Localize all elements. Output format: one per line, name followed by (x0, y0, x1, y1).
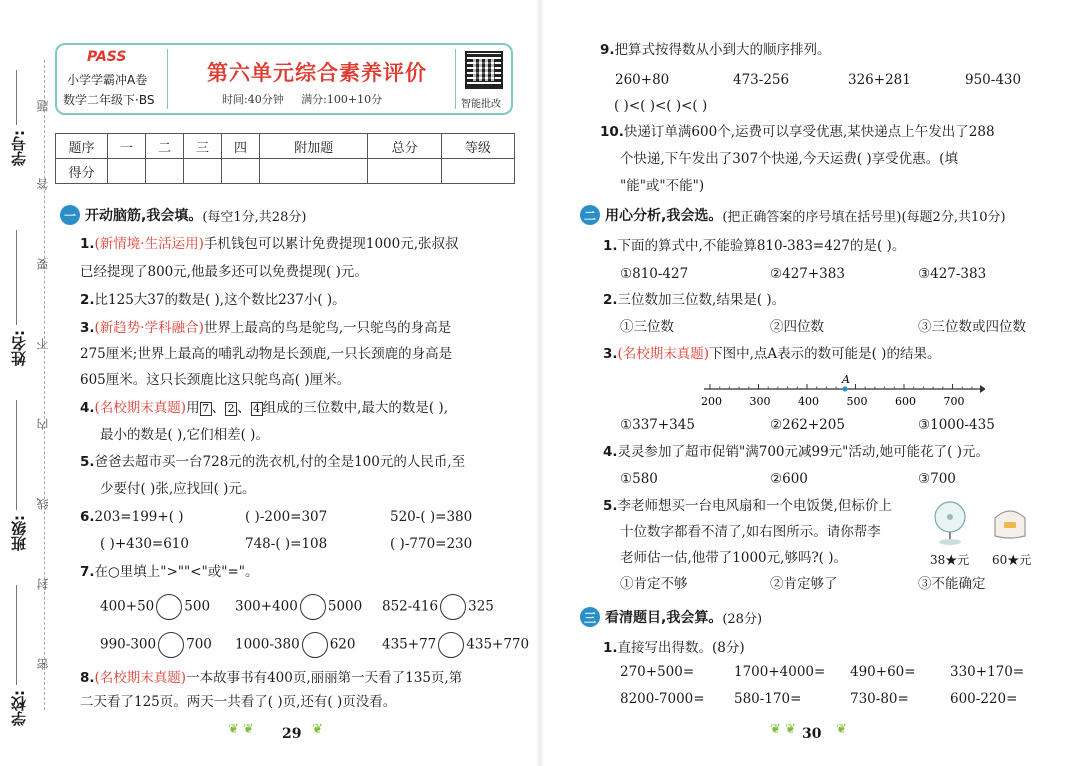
point-a-marker (843, 387, 848, 392)
full-score: 满分:100+10分 (301, 93, 383, 106)
expression: 435+770 (466, 636, 530, 653)
class-line (16, 400, 17, 510)
class-label: 班级: (10, 515, 28, 551)
mc-question-2 (603, 290, 785, 310)
option[interactable]: ②四位数 (770, 319, 824, 335)
question-tag: (名校期末真题) (94, 400, 187, 416)
question-text: 快递订单满600个,运费可以享受优惠,某快递点上午发出了288 (623, 124, 995, 140)
number-line-arrow (980, 385, 985, 393)
compare-item (235, 632, 355, 658)
compare-item (100, 632, 212, 658)
question-text: 用 (186, 400, 200, 416)
number-line-tick-label: 300 (749, 395, 771, 408)
question-text: 李老师想买一台电风扇和一个电饭煲,但标价上 (617, 498, 892, 514)
score-cell[interactable] (368, 159, 441, 184)
compare-item (100, 594, 210, 620)
question-number: 1. (603, 238, 618, 254)
expression: 5000 (327, 598, 363, 615)
question-text: 下面的算式中,不能验算810-383=427的是( )。 (617, 238, 906, 254)
cut-mark: 密 (36, 658, 50, 670)
mc-question-3 (603, 344, 940, 364)
option[interactable]: ③1000-435 (918, 417, 995, 433)
expression: 435+77 (382, 636, 437, 653)
option[interactable]: ③不能确定 (918, 576, 986, 592)
compare-circle[interactable] (438, 632, 464, 658)
table-cell: 附加题 (260, 134, 368, 159)
question-tag: (名校期末真题) (617, 346, 710, 362)
table-row (56, 159, 515, 184)
question-text: 把算式按得数从小到大的顺序排列。 (614, 42, 831, 58)
question-text: 最小的数是( ),它们相差( )。 (100, 427, 269, 443)
option[interactable]: ②600 (770, 471, 808, 487)
grade-label: 数学二年级下·BS (63, 93, 155, 107)
sprout-icon: ❦ (836, 722, 847, 737)
question-text: 在○里填上">""<"或"="。 (94, 564, 259, 580)
question-number: 2. (603, 292, 618, 308)
equation: 748-( )=108 (245, 536, 328, 552)
cut-mark: 线 (36, 498, 50, 510)
question-text: 605厘米。这只长颈鹿比这只鸵鸟高( )厘米。 (80, 372, 351, 388)
expression: 300+400 (235, 598, 298, 615)
digit-card: 7 (200, 402, 212, 416)
score-cell[interactable] (260, 159, 368, 184)
table-cell: 总分 (368, 134, 441, 159)
sprout-icon: ❦ (312, 722, 323, 737)
expression: 326+281 (848, 72, 911, 88)
equation: ( )-200=307 (245, 509, 328, 525)
cut-mark: 题 (36, 100, 50, 112)
compare-circle[interactable] (440, 594, 466, 620)
option[interactable]: ①580 (620, 471, 658, 487)
question-text: 世界上最高的鸟是鸵鸟,一只鸵鸟的身高是 (203, 320, 452, 336)
question-text: 三位数加三位数,结果是( )。 (617, 292, 786, 308)
question-text: 灵灵参加了超市促销"满700元减99元"活动,她可能花了( )元。 (617, 444, 990, 460)
expression: 500 (184, 598, 211, 615)
score-table (55, 133, 515, 184)
question-number: 3. (80, 320, 95, 336)
table-cell: 四 (222, 134, 260, 159)
calc-question-1 (603, 638, 745, 658)
section-note: (28分) (722, 611, 763, 627)
section-title: 开动脑筋,我会填。 (85, 208, 203, 224)
question-4: 4.(名校期末真题)用 7 、 2 、 4 组成的三位数中,最大的数是( ), (80, 400, 448, 416)
page-number: 30 (802, 726, 822, 742)
question-text: 二天看了125页。两天一共看了( )页,还有( )页没看。 (80, 694, 397, 710)
calc-item[interactable]: 490+60= (850, 664, 916, 680)
school-label: 学校: (10, 690, 28, 726)
cut-mark: 要 (36, 258, 50, 270)
compare-circle[interactable] (300, 594, 326, 620)
number-line-tick-label: 600 (895, 395, 916, 408)
score-cell[interactable] (441, 159, 514, 184)
question-tag: (新趋势·学科融合) (94, 320, 204, 336)
exam-title: 第六单元综合素养评价 (207, 61, 427, 85)
cut-mark: 答 (36, 178, 50, 190)
question-text: 275厘米;世界上最高的哺乳动物是长颈鹿,一只长颈鹿的身高是 (80, 346, 453, 362)
option[interactable]: ②427+383 (770, 266, 845, 282)
question-text: 已经提现了800元,他最多还可以免费提现( )元。 (80, 264, 368, 280)
calc-item[interactable]: 730-80= (850, 691, 909, 707)
number-line (700, 372, 985, 412)
equation: ( )-770=230 (390, 536, 473, 552)
school-line (16, 585, 17, 685)
expression: 260+80 (615, 72, 670, 88)
mc-question-1 (603, 236, 905, 256)
question-6 (80, 507, 184, 527)
question-number: 10. (600, 124, 624, 140)
question-text: 手机钱包可以累计免费提现1000元,张叔叔 (203, 236, 459, 252)
question-text: 一本故事书有400页,丽丽第一天看了135页,第 (186, 670, 463, 686)
score-cell[interactable] (184, 159, 222, 184)
number-line-tick-label: 200 (701, 395, 722, 408)
ordering-blanks[interactable]: ( )<( )<( )<( ) (614, 98, 708, 114)
cut-line (44, 60, 45, 710)
name-line (16, 230, 17, 325)
question-text: "能"或"不能") (620, 178, 705, 194)
expression: 325 (468, 598, 494, 615)
number-line-ticks (701, 384, 972, 408)
exam-meta (222, 91, 382, 107)
option[interactable]: ①三位数 (620, 319, 674, 335)
question-5 (80, 452, 465, 472)
question-number: 9. (600, 42, 615, 58)
score-cell[interactable] (222, 159, 260, 184)
mc-question-4 (603, 442, 989, 462)
question-10 (600, 122, 995, 142)
equation: 520-( )=380 (390, 509, 473, 525)
expression: 1000-380 (235, 636, 300, 653)
digit-card: 2 (225, 402, 237, 416)
option[interactable]: ②262+205 (770, 417, 845, 433)
question-number: 4. (80, 400, 95, 416)
section-3-heading (580, 607, 762, 627)
equation: 203=199+( ) (94, 509, 184, 525)
student-no-line (16, 70, 17, 125)
equation: ( )+430=610 (100, 536, 189, 552)
cut-mark: 内 (36, 418, 50, 430)
table-cell: 得分 (56, 159, 108, 184)
sprout-icon: ❦ ❦ (228, 722, 254, 737)
question-text: 老师估一估,他带了1000元,够吗?( )。 (620, 550, 848, 566)
calc-item[interactable]: 600-220= (950, 691, 1018, 707)
option[interactable]: ③427-383 (918, 266, 987, 282)
expression: 400+50 (100, 598, 155, 615)
question-text: 爸爸去超市买一台728元的洗衣机,付的全是100元的人民币,至 (94, 454, 466, 470)
qr-code-icon[interactable] (465, 51, 503, 89)
question-number: 5. (603, 498, 618, 514)
question-number: 1. (603, 640, 618, 656)
series-name: 小学学霸冲A卷 (67, 73, 148, 87)
section-title: 看清题目,我会算。 (605, 610, 723, 626)
question-tag: (名校期末真题) (94, 670, 187, 686)
expression: 473-256 (733, 72, 790, 88)
calc-item[interactable]: 270+500= (620, 664, 695, 680)
compare-item (382, 632, 529, 658)
question-8 (80, 668, 462, 688)
question-text: 十位数字都看不清了,如右图所示。请你帮李 (620, 524, 881, 540)
option[interactable]: ①337+345 (620, 417, 695, 433)
cooker-price: 60★元 (992, 553, 1032, 567)
option[interactable]: ②肯定够了 (770, 576, 838, 592)
digit-card: 4 (251, 402, 263, 416)
qr-label: 智能批改 (461, 99, 501, 110)
score-cell[interactable] (146, 159, 184, 184)
electric-fan-icon (930, 500, 970, 546)
question-text: 比125大37的数是( ),这个数比237小( )。 (94, 292, 346, 308)
section-number: 三 (580, 607, 600, 627)
section-number: 一 (60, 205, 80, 225)
student-no-label: 学号: (10, 130, 28, 166)
option[interactable]: ①810-427 (620, 266, 689, 282)
calc-item[interactable]: 330+170= (950, 664, 1025, 680)
option[interactable]: ①肯定不够 (620, 576, 688, 592)
question-2 (80, 290, 346, 310)
table-cell: 等级 (441, 134, 514, 159)
point-a-label: A (842, 373, 850, 386)
number-line-tick-label: 700 (943, 395, 965, 408)
question-tag: (新情境·生活运用) (94, 236, 204, 252)
question-number: 7. (80, 564, 95, 580)
expression: 950-430 (965, 72, 1022, 88)
expression: 700 (186, 636, 212, 653)
rice-cooker-icon (990, 502, 1030, 542)
expression: 990-300 (100, 636, 157, 653)
fan-price: 38★元 (930, 553, 970, 567)
table-cell: 题序 (56, 134, 108, 159)
compare-circle[interactable] (156, 594, 182, 620)
calc-item[interactable]: 1700+4000= (734, 664, 826, 680)
score-cell[interactable] (108, 159, 146, 184)
section-note: (每空1分,共28分) (202, 209, 307, 225)
header-divider (167, 49, 168, 109)
book-spine (536, 0, 544, 766)
expression: 620 (329, 636, 356, 653)
table-cell: 一 (108, 134, 146, 159)
name-label: 姓名: (10, 330, 28, 366)
question-number: 4. (603, 444, 618, 460)
exam-header (55, 43, 513, 115)
compare-circle[interactable] (158, 632, 184, 658)
question-number: 1. (80, 236, 95, 252)
mc-question-5 (603, 496, 892, 516)
question-number: 2. (80, 292, 95, 308)
question-number: 6. (80, 509, 95, 525)
section-1-heading (60, 205, 306, 225)
question-text: 个快递,下午发出了307个快递,今天运费( )享受优惠。(填 (620, 151, 958, 167)
section-number: 二 (580, 205, 600, 225)
pass-logo: PASS (87, 49, 127, 65)
option[interactable]: ③三位数或四位数 (918, 319, 1026, 335)
question-text: 组成的三位数中,最大的数是( ), (262, 400, 448, 416)
expression: 852-416 (382, 598, 439, 615)
question-text: 下图中,点A表示的数可能是( )的结果。 (709, 346, 941, 362)
question-1 (80, 234, 459, 254)
sprout-icon: ❦ ❦ (770, 722, 796, 737)
header-divider (455, 49, 456, 109)
question-number: 3. (603, 346, 618, 362)
number-line-tick-label: 400 (798, 395, 819, 408)
compare-item (235, 594, 362, 620)
cut-mark: 封 (36, 578, 50, 590)
question-9 (600, 40, 831, 60)
question-number: 8. (80, 670, 95, 686)
question-text: 少要付( )张,应找回( )元。 (100, 481, 256, 497)
calc-item[interactable]: 580-170= (734, 691, 802, 707)
compare-item (382, 594, 494, 620)
compare-circle[interactable] (302, 632, 328, 658)
section-note: (把正确答案的序号填在括号里)(每题2分,共10分) (722, 209, 1006, 225)
page-number: 29 (282, 726, 302, 742)
question-text: 直接写出得数。(8分) (617, 640, 745, 656)
question-7 (80, 562, 259, 582)
question-number: 5. (80, 454, 95, 470)
section-title: 用心分析,我会选。 (605, 208, 723, 224)
table-cell: 二 (146, 134, 184, 159)
question-3 (80, 318, 451, 338)
cut-mark: 不 (36, 338, 50, 350)
calc-item[interactable]: 8200-7000= (620, 691, 705, 707)
table-row (56, 134, 515, 159)
time-limit: 时间:40分钟 (222, 93, 284, 106)
table-cell: 三 (184, 134, 222, 159)
section-2-heading (580, 205, 1006, 225)
number-line-tick-label: 500 (846, 395, 868, 408)
option[interactable]: ③700 (918, 471, 956, 487)
